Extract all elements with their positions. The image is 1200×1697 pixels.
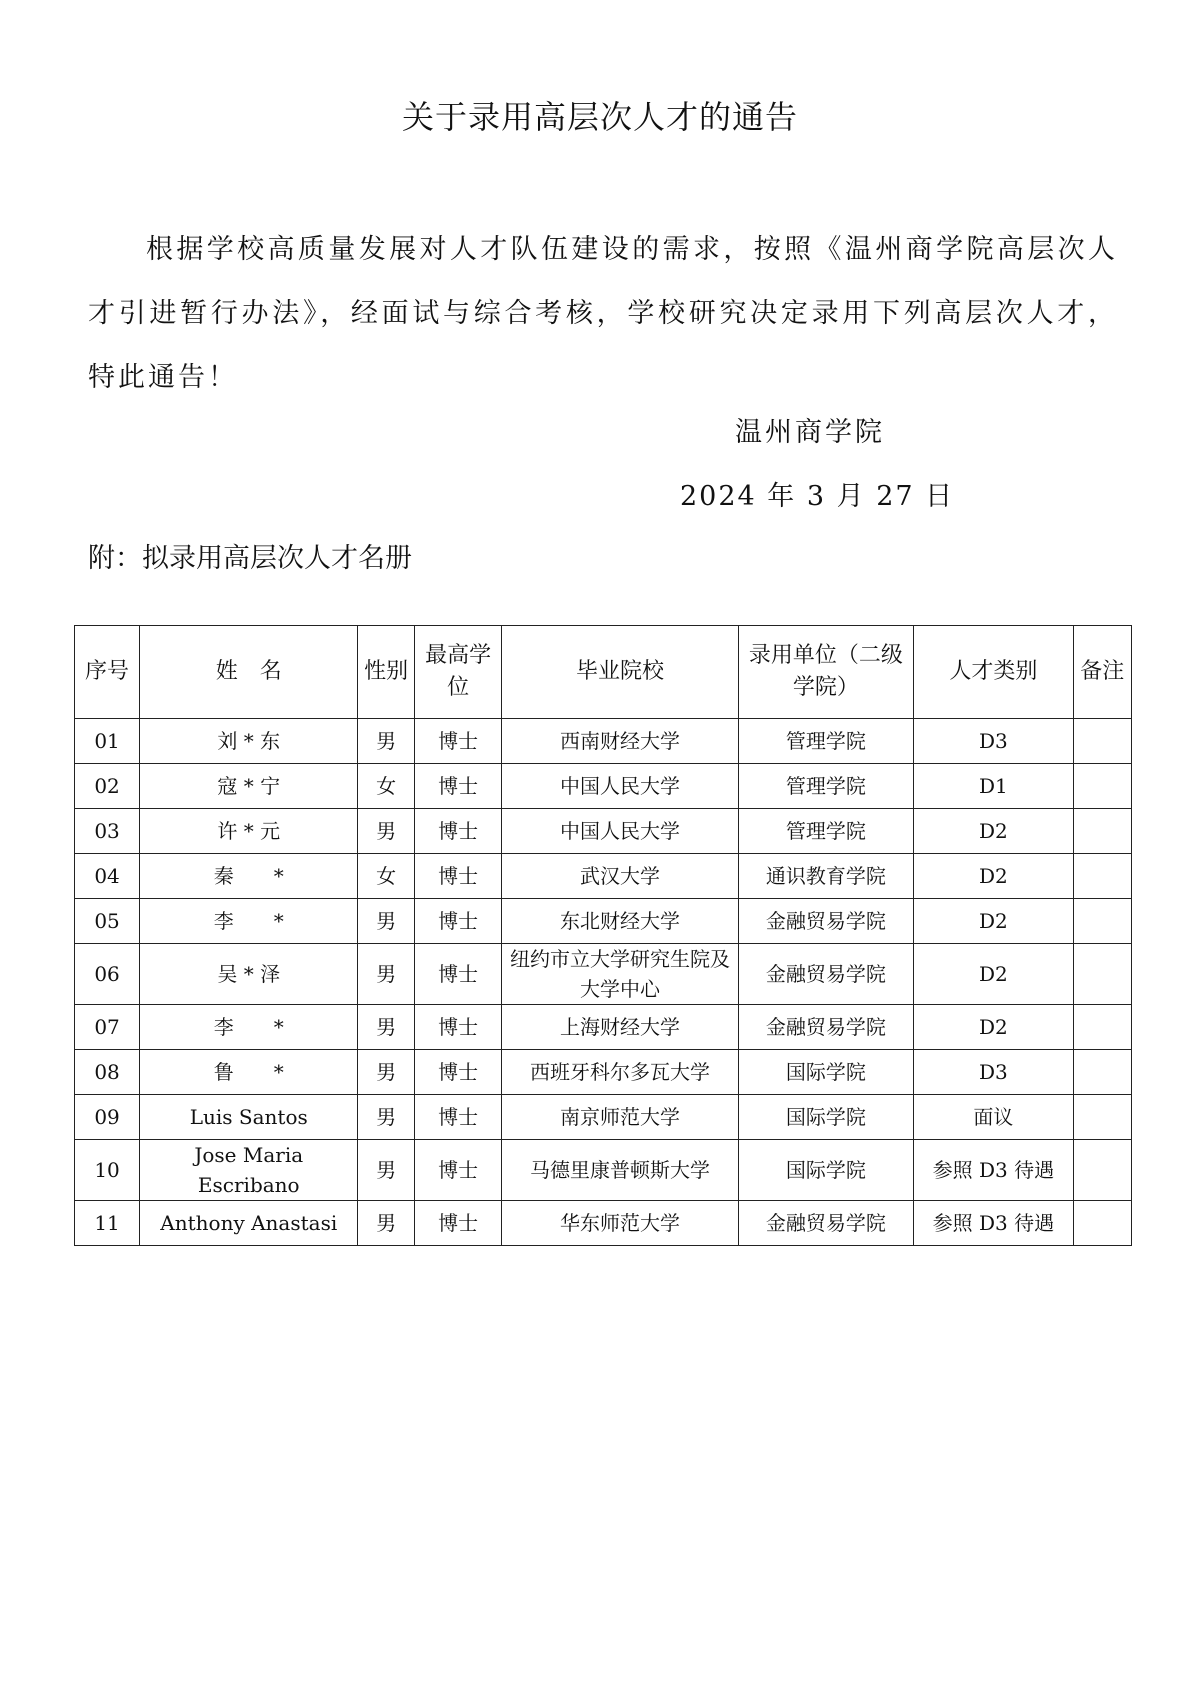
signature-org: 温州商学院 [735, 417, 885, 448]
cell-note [1073, 1050, 1131, 1095]
table-row [75, 854, 1132, 899]
cell-name: Anthony Anastasi [140, 1201, 358, 1246]
cell-no: 11 [75, 1201, 140, 1246]
cell-note [1073, 719, 1131, 764]
cell-no: 08 [75, 1050, 140, 1095]
cell-degree: 博士 [414, 1005, 502, 1050]
cell-sex: 女 [358, 854, 414, 899]
cell-name: 秦 * [140, 854, 358, 899]
cell-name: Jose Maria Escribano [140, 1140, 358, 1201]
cell-no: 03 [75, 809, 140, 854]
talent-roster-table [74, 625, 1132, 1246]
cell-sex: 男 [358, 1140, 414, 1201]
cell-unit: 金融贸易学院 [738, 899, 913, 944]
cell-category: D2 [914, 944, 1073, 1005]
cell-school: 华东师范大学 [502, 1201, 738, 1246]
cell-school: 南京师范大学 [502, 1095, 738, 1140]
cell-note [1073, 809, 1131, 854]
cell-degree: 博士 [414, 809, 502, 854]
header-no: 序号 [75, 626, 140, 719]
cell-unit: 通识教育学院 [738, 854, 913, 899]
cell-name: Luis Santos [140, 1095, 358, 1140]
cell-sex: 男 [358, 1005, 414, 1050]
table-header-row [75, 626, 1132, 719]
table-row [75, 809, 1132, 854]
cell-category: D2 [914, 899, 1073, 944]
cell-unit: 国际学院 [738, 1050, 913, 1095]
cell-unit: 金融贸易学院 [738, 1005, 913, 1050]
cell-name: 李 * [140, 899, 358, 944]
cell-note [1073, 1201, 1131, 1246]
cell-name: 李 * [140, 1005, 358, 1050]
cell-degree: 博士 [414, 719, 502, 764]
cell-unit: 管理学院 [738, 719, 913, 764]
cell-category: D2 [914, 854, 1073, 899]
cell-unit: 金融贸易学院 [738, 944, 913, 1005]
cell-no: 04 [75, 854, 140, 899]
cell-no: 10 [75, 1140, 140, 1201]
cell-category: 参照 D3 待遇 [914, 1201, 1073, 1246]
cell-school: 中国人民大学 [502, 764, 738, 809]
table-row [75, 944, 1132, 1005]
cell-school: 纽约市立大学研究生院及大学中心 [502, 944, 738, 1005]
cell-no: 07 [75, 1005, 140, 1050]
cell-note [1073, 1005, 1131, 1050]
cell-no: 06 [75, 944, 140, 1005]
cell-note [1073, 944, 1131, 1005]
page-title: 关于录用高层次人才的通告 [401, 98, 798, 136]
cell-category: 参照 D3 待遇 [914, 1140, 1073, 1201]
cell-sex: 男 [358, 1095, 414, 1140]
table-row [75, 1201, 1132, 1246]
cell-category: D2 [914, 809, 1073, 854]
cell-degree: 博士 [414, 899, 502, 944]
cell-sex: 男 [358, 1201, 414, 1246]
header-name: 姓 名 [140, 626, 358, 719]
table-row [75, 1140, 1132, 1201]
cell-unit: 国际学院 [738, 1140, 913, 1201]
signature-date: 2024 年 3 月 27 日 [680, 481, 955, 512]
cell-note [1073, 1140, 1131, 1201]
cell-category: D2 [914, 1005, 1073, 1050]
cell-no: 02 [75, 764, 140, 809]
cell-no: 01 [75, 719, 140, 764]
cell-note [1073, 854, 1131, 899]
cell-school: 武汉大学 [502, 854, 738, 899]
cell-category: 面议 [914, 1095, 1073, 1140]
header-category: 人才类别 [914, 626, 1073, 719]
cell-school: 马德里康普顿斯大学 [502, 1140, 738, 1201]
cell-degree: 博士 [414, 1201, 502, 1246]
cell-category: D3 [914, 1050, 1073, 1095]
header-degree: 最高学位 [414, 626, 502, 719]
cell-unit: 国际学院 [738, 1095, 913, 1140]
cell-unit: 金融贸易学院 [738, 1201, 913, 1246]
table-row [75, 1005, 1132, 1050]
cell-degree: 博士 [414, 944, 502, 1005]
cell-degree: 博士 [414, 764, 502, 809]
cell-name: 寇 * 宁 [140, 764, 358, 809]
notice-body: 根据学校高质量发展对人才队伍建设的需求，按照《温州商学院高层次人才引进暂行办法》，经面试与综合考核，学校研究决定录用下列高层次人才，特此通告！ [88, 234, 1118, 393]
cell-school: 西南财经大学 [502, 719, 738, 764]
cell-name: 刘 * 东 [140, 719, 358, 764]
cell-degree: 博士 [414, 1095, 502, 1140]
cell-name: 吴 * 泽 [140, 944, 358, 1005]
cell-category: D3 [914, 719, 1073, 764]
cell-no: 05 [75, 899, 140, 944]
cell-sex: 男 [358, 944, 414, 1005]
cell-sex: 男 [358, 1050, 414, 1095]
cell-name: 鲁 * [140, 1050, 358, 1095]
attachment-title: 附：拟录用高层次人才名册 [88, 543, 412, 574]
cell-degree: 博士 [414, 854, 502, 899]
cell-note [1073, 1095, 1131, 1140]
cell-note [1073, 899, 1131, 944]
cell-sex: 男 [358, 809, 414, 854]
cell-school: 上海财经大学 [502, 1005, 738, 1050]
cell-category: D1 [914, 764, 1073, 809]
header-sex: 性别 [358, 626, 414, 719]
table-row [75, 1050, 1132, 1095]
cell-degree: 博士 [414, 1050, 502, 1095]
cell-sex: 男 [358, 899, 414, 944]
table-row [75, 899, 1132, 944]
cell-sex: 女 [358, 764, 414, 809]
cell-school: 东北财经大学 [502, 899, 738, 944]
cell-sex: 男 [358, 719, 414, 764]
cell-unit: 管理学院 [738, 764, 913, 809]
cell-school: 西班牙科尔多瓦大学 [502, 1050, 738, 1095]
cell-note [1073, 764, 1131, 809]
header-unit: 录用单位（二级学院） [738, 626, 913, 719]
table-row [75, 719, 1132, 764]
header-note: 备注 [1073, 626, 1131, 719]
cell-degree: 博士 [414, 1140, 502, 1201]
cell-name: 许 * 元 [140, 809, 358, 854]
table-row [75, 764, 1132, 809]
cell-unit: 管理学院 [738, 809, 913, 854]
cell-no: 09 [75, 1095, 140, 1140]
cell-school: 中国人民大学 [502, 809, 738, 854]
header-school: 毕业院校 [502, 626, 738, 719]
table-row [75, 1095, 1132, 1140]
